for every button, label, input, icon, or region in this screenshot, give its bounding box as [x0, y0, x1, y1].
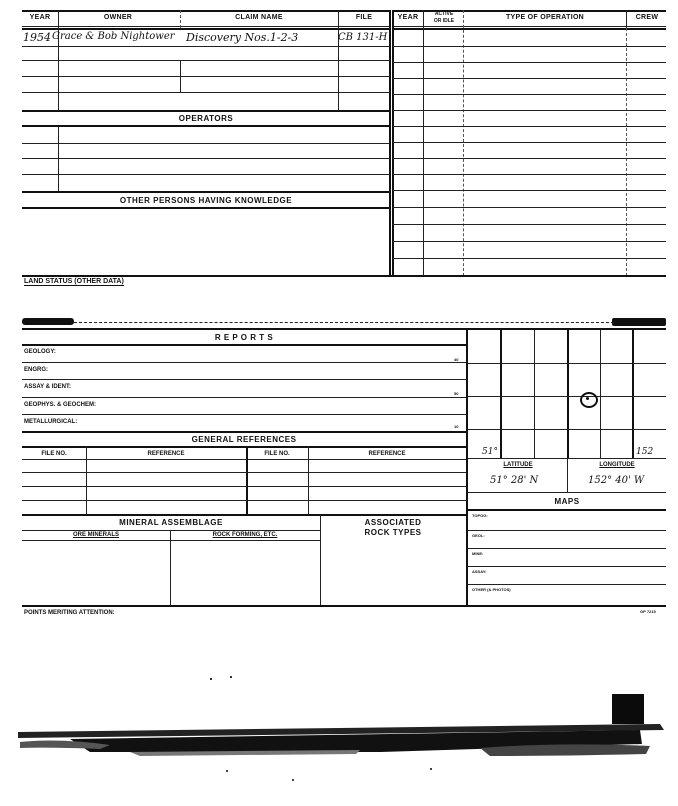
grid-left-coordinate: 51°: [482, 447, 498, 457]
report-geology-label: GEOLOGY:: [24, 349, 56, 355]
claim-entry-owner: Grace & Bob Nightower: [52, 31, 175, 42]
ref-reference-header-2: REFERENCE: [368, 451, 406, 457]
operation-type-header: TYPE OF OPERATION: [505, 14, 585, 21]
rock-forming-header: ROCK FORMING, ETC.: [212, 532, 278, 538]
operators-title: OPERATORS: [178, 114, 234, 123]
ref-file-no-header-1: FILE NO.: [41, 451, 67, 457]
report-geology-number: 40: [454, 357, 459, 362]
claim-file-header: FILE: [355, 14, 373, 21]
claim-entry-year: 1954: [23, 31, 51, 44]
maps-title: MAPS: [554, 497, 580, 506]
other-persons-title: OTHER PERSONS HAVING KNOWLEDGE: [119, 196, 293, 205]
location-marker-dot: [586, 397, 589, 400]
scan-smudge: [22, 318, 74, 325]
ref-reference-header-1: REFERENCE: [147, 451, 185, 457]
associated-rock-types-line2: ROCK TYPES: [364, 528, 422, 537]
scan-dot: [292, 779, 294, 781]
location-marker-circle: [580, 392, 598, 408]
grid-right-coordinate: 152: [636, 447, 654, 457]
operation-crew-header: CREW: [635, 14, 659, 21]
longitude-value: 152° 40' W: [588, 475, 645, 486]
associated-rock-types-line1: ASSOCIATED: [364, 518, 422, 527]
maps-assay-label: ASSAY:: [472, 569, 487, 574]
report-geophys-label: GEOPHYS. & GEOCHEM:: [24, 402, 97, 408]
maps-geol-label: GEOL:: [472, 533, 485, 538]
operation-idle-header: OR IDLE: [433, 18, 455, 24]
claim-entry-name: Discovery Nos.1-2-3: [186, 31, 299, 44]
scan-edge-streak: [0, 712, 678, 772]
operation-year-header: YEAR: [397, 14, 419, 21]
scan-dot: [226, 770, 228, 772]
scan-smudge: [612, 318, 666, 326]
report-assay-label: ASSAY & IDENT:: [24, 384, 72, 390]
report-metallurgical-number: 10: [454, 424, 459, 429]
maps-topog-label: TOPOG:: [472, 513, 488, 518]
reports-title: R E P O R T S: [214, 333, 274, 342]
scan-dot: [430, 768, 432, 770]
report-engrg-label: ENGRG:: [24, 367, 48, 373]
maps-other-label: OTHER (& PHOTOS): [472, 587, 511, 592]
claim-entry-file: CB 131-H: [338, 32, 388, 43]
points-meriting-attention-label: POINTS MERITING ATTENTION:: [24, 610, 115, 616]
report-assay-number: 50: [454, 391, 459, 396]
ref-file-no-header-2: FILE NO.: [264, 451, 290, 457]
operation-active-header: ACTIVE: [434, 11, 454, 17]
maps-mine-label: MINE:: [472, 551, 484, 556]
land-status-label: LAND STATUS (OTHER DATA): [24, 278, 124, 285]
claim-year-header: YEAR: [29, 14, 51, 21]
latitude-label: LATITUDE: [503, 462, 533, 468]
longitude-label: LONGITUDE: [599, 462, 635, 468]
latitude-value: 51° 28' N: [490, 475, 539, 486]
scan-dot: [230, 676, 232, 678]
claim-owner-header: OWNER: [103, 14, 133, 21]
report-metallurgical-label: METALLURGICAL:: [24, 419, 78, 425]
claim-name-header: CLAIM NAME: [235, 14, 283, 21]
ore-minerals-header: ORE MINERALS: [72, 532, 119, 538]
general-references-title: GENERAL REFERENCES: [191, 435, 297, 444]
mineral-assemblage-title: MINERAL ASSEMBLAGE: [119, 518, 223, 527]
scan-dot: [210, 678, 212, 680]
form-number: GP 7215: [640, 609, 656, 614]
